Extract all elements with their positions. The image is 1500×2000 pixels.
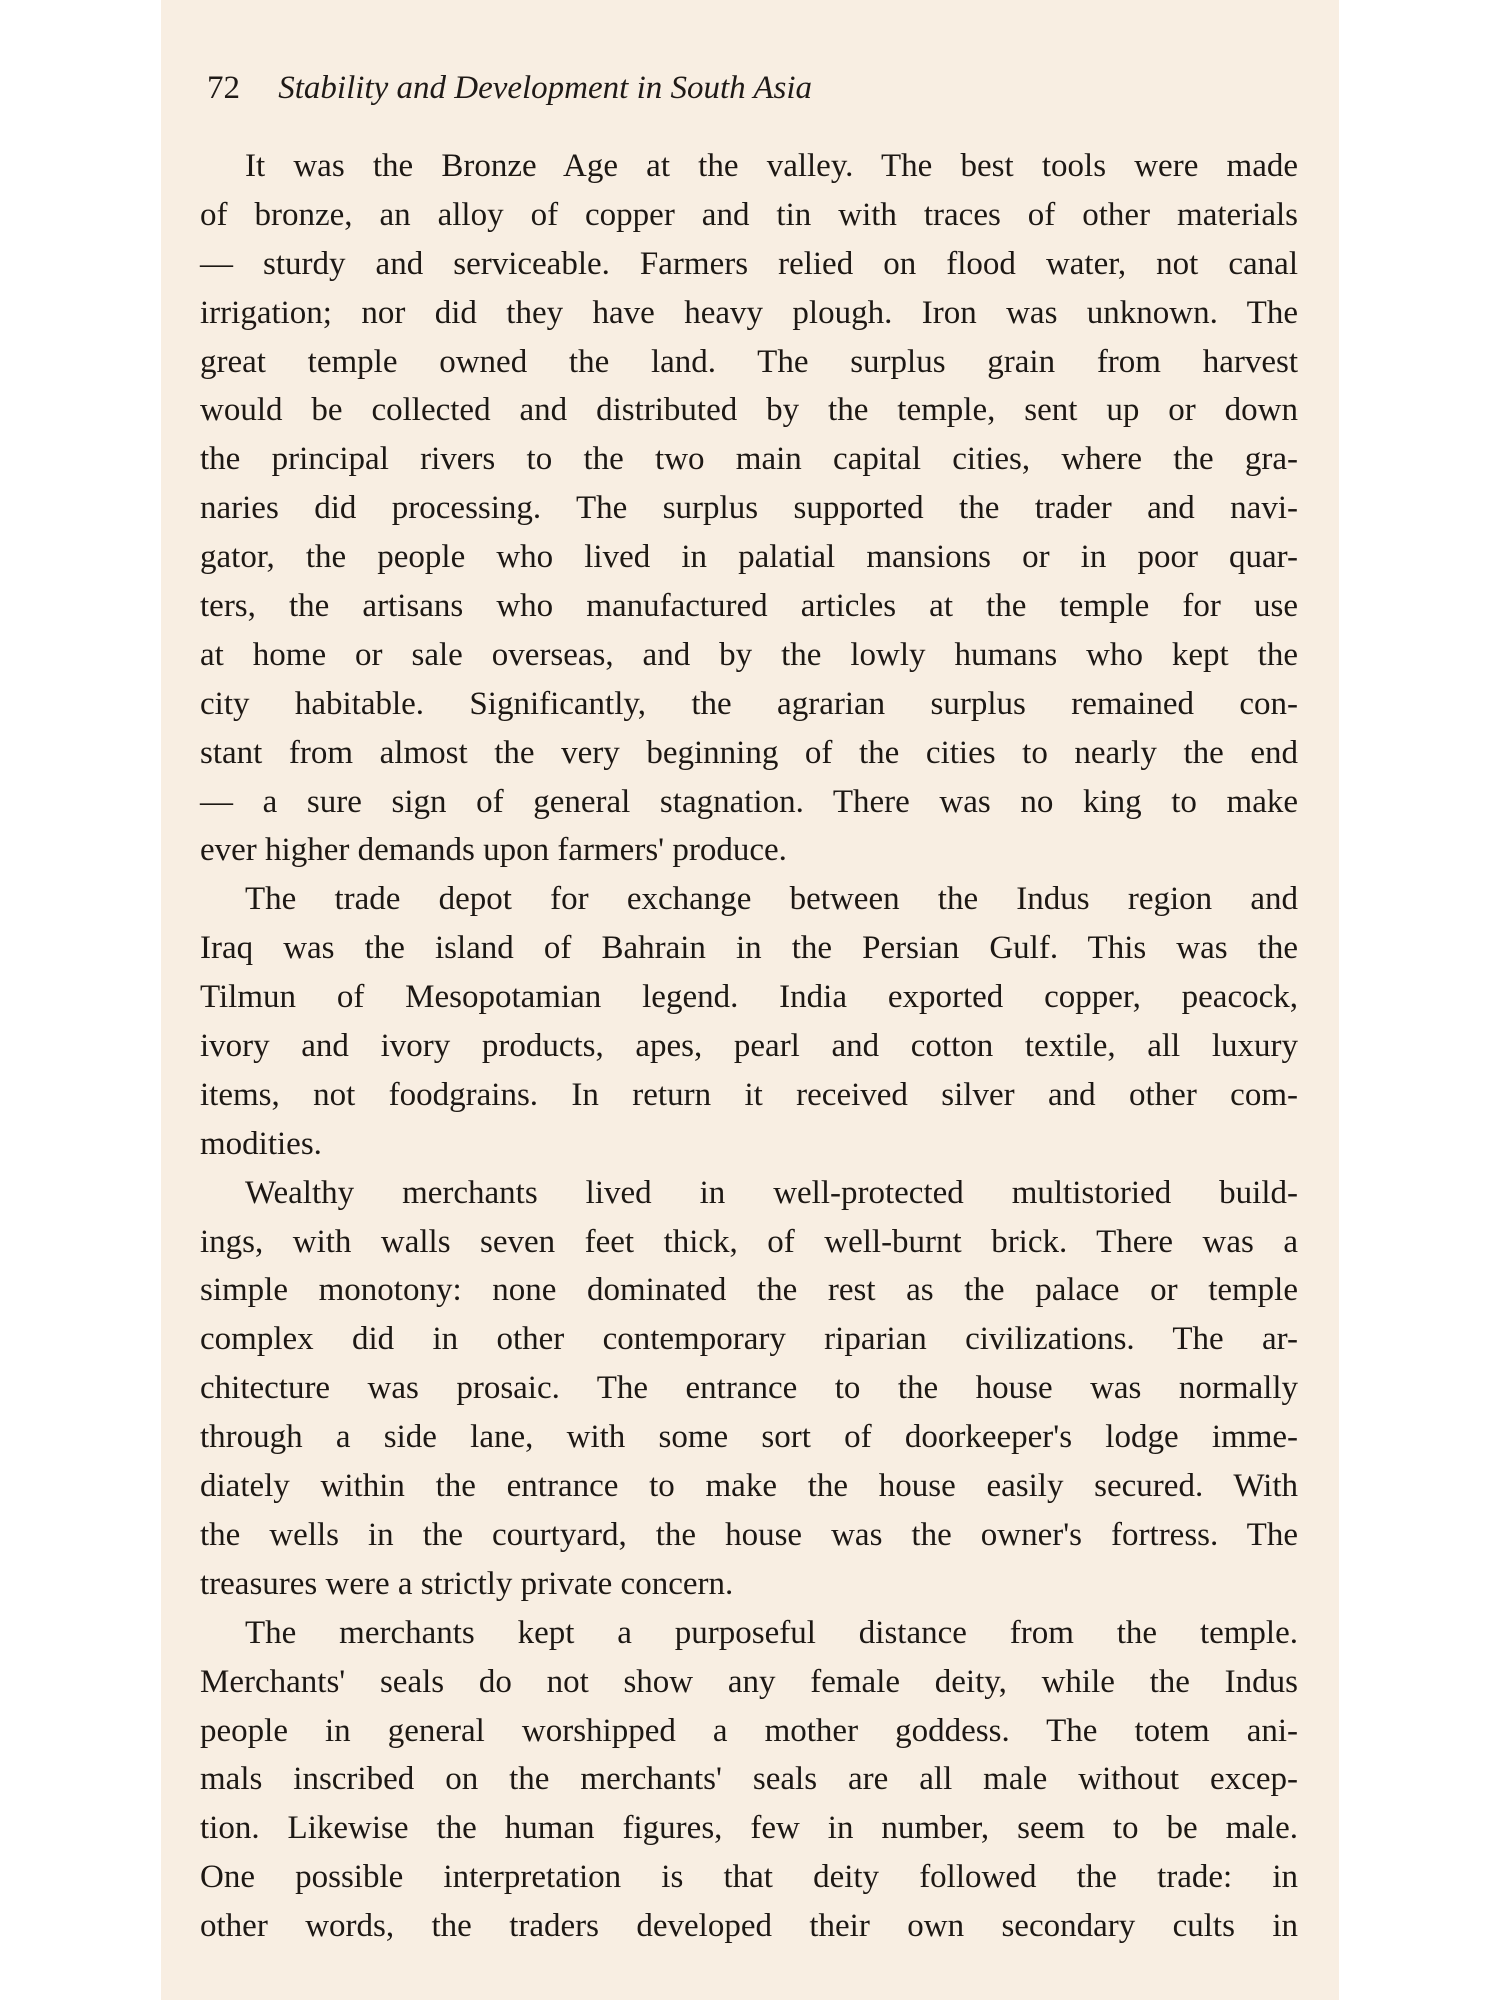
text-line: through a side lane, with some sort of doorkeeper's lodge imme- [200, 1419, 1298, 1456]
text-line: mals inscribed on the merchants' seals are all male without excep- [200, 1761, 1298, 1798]
text-line: gator, the people who lived in palatial mansions or in poor quar- [200, 539, 1298, 576]
text-line: irrigation; nor did they have heavy plough. Iron was unknown. The [200, 294, 1298, 331]
paragraph-bronze-age [200, 142, 1298, 875]
book-page [161, 0, 1339, 2000]
text-line: Iraq was the island of Bahrain in the Persian Gulf. This was the [200, 930, 1298, 967]
paragraph-wealthy-merchants [200, 1169, 1298, 1609]
text-line: the wells in the courtyard, the house was the owner's fortress. The [200, 1516, 1298, 1553]
text-line: treasures were a strictly private concern. [200, 1565, 734, 1602]
text-line: would be collected and distributed by the temple, sent up or down [200, 392, 1298, 429]
text-line: One possible interpretation is that deity followed the trade: in [200, 1859, 1298, 1896]
text-line: other words, the traders developed their own secondary cults in [200, 1908, 1298, 1945]
text-line: The merchants kept a purposeful distance from the temple. [245, 1614, 1298, 1651]
text-line: city habitable. Significantly, the agrarian surplus remained con- [200, 685, 1298, 722]
page-number: 72 [207, 70, 240, 106]
text-line: Merchants' seals do not show any female deity, while the Indus [200, 1663, 1298, 1700]
page-header [207, 64, 812, 112]
text-line: at home or sale overseas, and by the lowly humans who kept the [200, 636, 1298, 673]
text-line: modities. [200, 1125, 322, 1162]
text-line: — sturdy and serviceable. Farmers relied on flood water, not canal [200, 245, 1298, 282]
text-line: Tilmun of Mesopotamian legend. India exported copper, peacock, [200, 979, 1298, 1016]
text-line: chitecture was prosaic. The entrance to the house was normally [200, 1370, 1298, 1407]
text-line: people in general worshipped a mother goddess. The totem ani- [200, 1712, 1298, 1749]
text-line: It was the Bronze Age at the valley. The best tools were made [245, 148, 1298, 184]
text-line: great temple owned the land. The surplus grain from harvest [200, 343, 1298, 380]
running-title: Stability and Development in South Asia [278, 70, 812, 106]
paragraph-merchants-temple [200, 1609, 1298, 1951]
text-line: tion. Likewise the human figures, few in number, seem to be male. [200, 1810, 1298, 1847]
text-line: ivory and ivory products, apes, pearl and cotton textile, all luxury [200, 1028, 1298, 1065]
text-line: diately within the entrance to make the house easily secured. With [200, 1468, 1298, 1505]
text-line: — a sure sign of general stagnation. There was no king to make [200, 783, 1298, 820]
text-line: simple monotony: none dominated the rest as the palace or temple [200, 1272, 1298, 1309]
text-line: complex did in other contemporary riparian civilizations. The ar- [200, 1321, 1298, 1358]
text-body [200, 142, 1298, 1951]
text-line: The trade depot for exchange between the Indus region and [245, 881, 1298, 918]
text-line: ings, with walls seven feet thick, of well-burnt brick. There was a [200, 1223, 1298, 1260]
text-line: ever higher demands upon farmers' produce. [200, 832, 787, 869]
paragraph-trade-depot [200, 875, 1298, 1168]
text-line: items, not foodgrains. In return it received silver and other com- [200, 1076, 1298, 1113]
text-line: ters, the artisans who manufactured articles at the temple for use [200, 588, 1298, 625]
text-line: naries did processing. The surplus supported the trader and navi- [200, 490, 1298, 527]
text-line: Wealthy merchants lived in well-protected multistoried build- [245, 1174, 1298, 1211]
text-line: the principal rivers to the two main capital cities, where the gra- [200, 441, 1298, 478]
text-line: stant from almost the very beginning of the cities to nearly the end [200, 734, 1298, 771]
text-line: of bronze, an alloy of copper and tin with traces of other materials [200, 196, 1298, 233]
